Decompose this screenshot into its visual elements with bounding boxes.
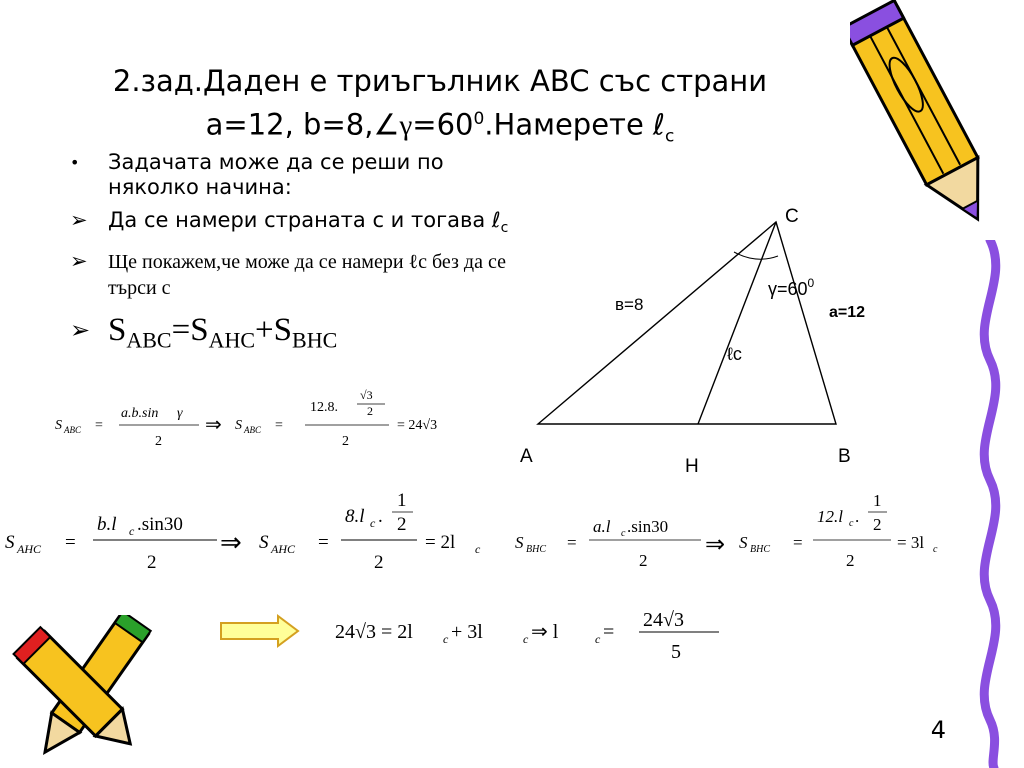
equals: = bbox=[318, 532, 329, 553]
formula-numerator: 12.l bbox=[817, 507, 843, 526]
formula-sub: c bbox=[933, 544, 938, 555]
formula-numerator: .sin30 bbox=[627, 517, 669, 536]
formula-sub: AHC bbox=[271, 542, 295, 556]
formula-result: = 2l bbox=[425, 532, 456, 553]
implies-arrow-icon: ⇒ bbox=[705, 532, 726, 558]
bullet-item bbox=[70, 150, 540, 200]
formula-sub: c bbox=[621, 528, 626, 539]
formula-left: 24√3 = 2l bbox=[335, 621, 413, 643]
bullet-item bbox=[70, 208, 540, 241]
formula-sub: ABC bbox=[244, 425, 261, 435]
formula-denominator: 2 bbox=[342, 434, 349, 449]
implies-arrow-icon: ⇒ bbox=[205, 414, 222, 436]
formula-numerator: . bbox=[855, 507, 860, 526]
point-h-label: H bbox=[685, 456, 699, 477]
equals: = bbox=[275, 418, 283, 433]
formula-sub: c bbox=[129, 524, 135, 538]
formula-numerator: b.l bbox=[97, 514, 117, 535]
angle-icon: ∠ bbox=[373, 107, 400, 142]
vertex-c-label: C bbox=[785, 206, 799, 227]
triangle-abc bbox=[538, 222, 836, 424]
formula-mid: + 3l bbox=[451, 621, 483, 643]
formula-numerator: . bbox=[378, 506, 383, 527]
formula-numerator: 8.l bbox=[345, 506, 365, 527]
equals: = bbox=[65, 532, 76, 553]
half-numerator: 1 bbox=[397, 490, 407, 511]
formula-sub: ABC bbox=[64, 425, 81, 435]
area-s: S bbox=[190, 312, 209, 349]
arrow-bullet-icon: ➢ bbox=[70, 208, 88, 232]
title-line-1: 2.зад.Даден е триъгълник ABC със страни bbox=[112, 64, 768, 98]
formula-s: S bbox=[259, 532, 269, 553]
formula-sub: c bbox=[475, 542, 481, 556]
formula-area-bhc bbox=[515, 490, 955, 575]
arrow-bullet-icon: ➢ bbox=[70, 249, 88, 274]
formula-denominator: 2 bbox=[639, 551, 648, 570]
formula-numerator: 12.8. bbox=[310, 400, 338, 415]
formula-s: S bbox=[739, 533, 748, 552]
formula-result: = 24√3 bbox=[397, 418, 438, 433]
half-denominator: 2 bbox=[873, 515, 882, 534]
bullet-text: Ще покажем,че може да се намери ℓс без да се търси с bbox=[108, 251, 506, 300]
bullet-text: Да се намери страната с и тогава bbox=[108, 208, 492, 232]
formula-numerator: 24√3 bbox=[643, 609, 684, 631]
angle-arc bbox=[734, 252, 778, 259]
bisector-label: ℓс bbox=[727, 344, 742, 364]
vertex-b-label: B bbox=[838, 446, 851, 467]
formula-s: S bbox=[235, 418, 242, 433]
pencils-bottom-left-icon bbox=[0, 615, 160, 765]
equals: = bbox=[567, 533, 577, 552]
side-b-label: в=8 bbox=[615, 295, 644, 314]
gamma-symbol: γ bbox=[399, 109, 413, 142]
implies-arrow-icon: ⇒ l bbox=[531, 621, 559, 643]
equals: = bbox=[95, 418, 103, 433]
formula-denominator: 2 bbox=[374, 552, 384, 573]
half-denominator: 2 bbox=[367, 404, 373, 418]
gamma-symbol: γ bbox=[177, 406, 183, 421]
area-s: S bbox=[273, 312, 293, 349]
half-denominator: 2 bbox=[397, 514, 407, 535]
vertex-a-label: A bbox=[520, 446, 533, 467]
bullet-dot-icon: • bbox=[70, 153, 80, 172]
equals: = bbox=[603, 621, 615, 643]
formula-sub: BHC bbox=[526, 544, 546, 555]
half-numerator: 1 bbox=[873, 491, 882, 510]
formula-denominator: 2 bbox=[147, 552, 157, 573]
formula-sub: c bbox=[370, 516, 376, 530]
page-number: 4 bbox=[930, 716, 946, 744]
formula-sub: c bbox=[523, 632, 529, 646]
area-s: S bbox=[108, 312, 127, 349]
implies-arrow-icon: ⇒ bbox=[220, 528, 242, 557]
title-angle-value: =60 bbox=[412, 107, 474, 142]
title-line-2 bbox=[60, 100, 820, 155]
formula-result: = 3l bbox=[897, 533, 925, 552]
formula-area-ahc bbox=[5, 488, 495, 578]
triangle-diagram bbox=[520, 200, 880, 490]
pencil-top-right-icon bbox=[850, 0, 1000, 240]
sqrt-three: √3 bbox=[360, 388, 373, 402]
formula-denominator: 5 bbox=[671, 641, 681, 663]
formula-area-abc bbox=[55, 385, 495, 455]
formula-sub: c bbox=[595, 632, 601, 646]
arrow-bullet-icon: ➢ bbox=[70, 316, 91, 345]
bullet-text: Задачата може да се реши по няколко начина: bbox=[108, 150, 444, 199]
bullet-list bbox=[70, 150, 540, 368]
formula-s: S bbox=[515, 533, 524, 552]
title-given: a=12, b=8, bbox=[205, 107, 374, 142]
formula-denominator: 2 bbox=[155, 434, 162, 449]
formula-numerator: a.l bbox=[593, 517, 611, 536]
formula-sub: c bbox=[443, 632, 449, 646]
formula-denominator: 2 bbox=[846, 551, 855, 570]
formula-sub: AHC bbox=[17, 542, 41, 556]
gamma-angle-label: $\gamma=60^0$ bbox=[768, 276, 815, 299]
area-sub: AHC bbox=[208, 327, 256, 353]
area-equation bbox=[70, 311, 540, 360]
bullet-item bbox=[70, 249, 540, 301]
l-subscript: c bbox=[500, 220, 509, 237]
formula-sub: BHC bbox=[750, 544, 770, 555]
formula-s: S bbox=[55, 418, 62, 433]
script-l-symbol: ℓ bbox=[653, 107, 665, 142]
side-a-label: a=12 bbox=[829, 304, 866, 321]
squiggle-decoration bbox=[960, 240, 1024, 768]
formula-numerator: .sin30 bbox=[137, 514, 183, 535]
formula-s: S bbox=[5, 532, 15, 553]
equals: = bbox=[793, 533, 803, 552]
area-sub: ABC bbox=[126, 327, 172, 353]
degree-sup: 0 bbox=[473, 109, 485, 129]
l-subscript: c bbox=[665, 126, 675, 147]
formula-sub: c bbox=[849, 518, 854, 529]
area-sub: BHC bbox=[292, 327, 338, 353]
formula-final bbox=[335, 598, 735, 668]
right-arrow-icon bbox=[218, 614, 302, 648]
plus: + bbox=[255, 312, 274, 349]
formula-numerator: a.b.sin bbox=[121, 406, 159, 421]
title-find: .Намерете bbox=[484, 107, 654, 142]
bisector-line bbox=[698, 222, 776, 424]
equals: = bbox=[171, 312, 191, 349]
slide-title bbox=[60, 62, 820, 155]
script-l-symbol: ℓ bbox=[491, 208, 501, 232]
